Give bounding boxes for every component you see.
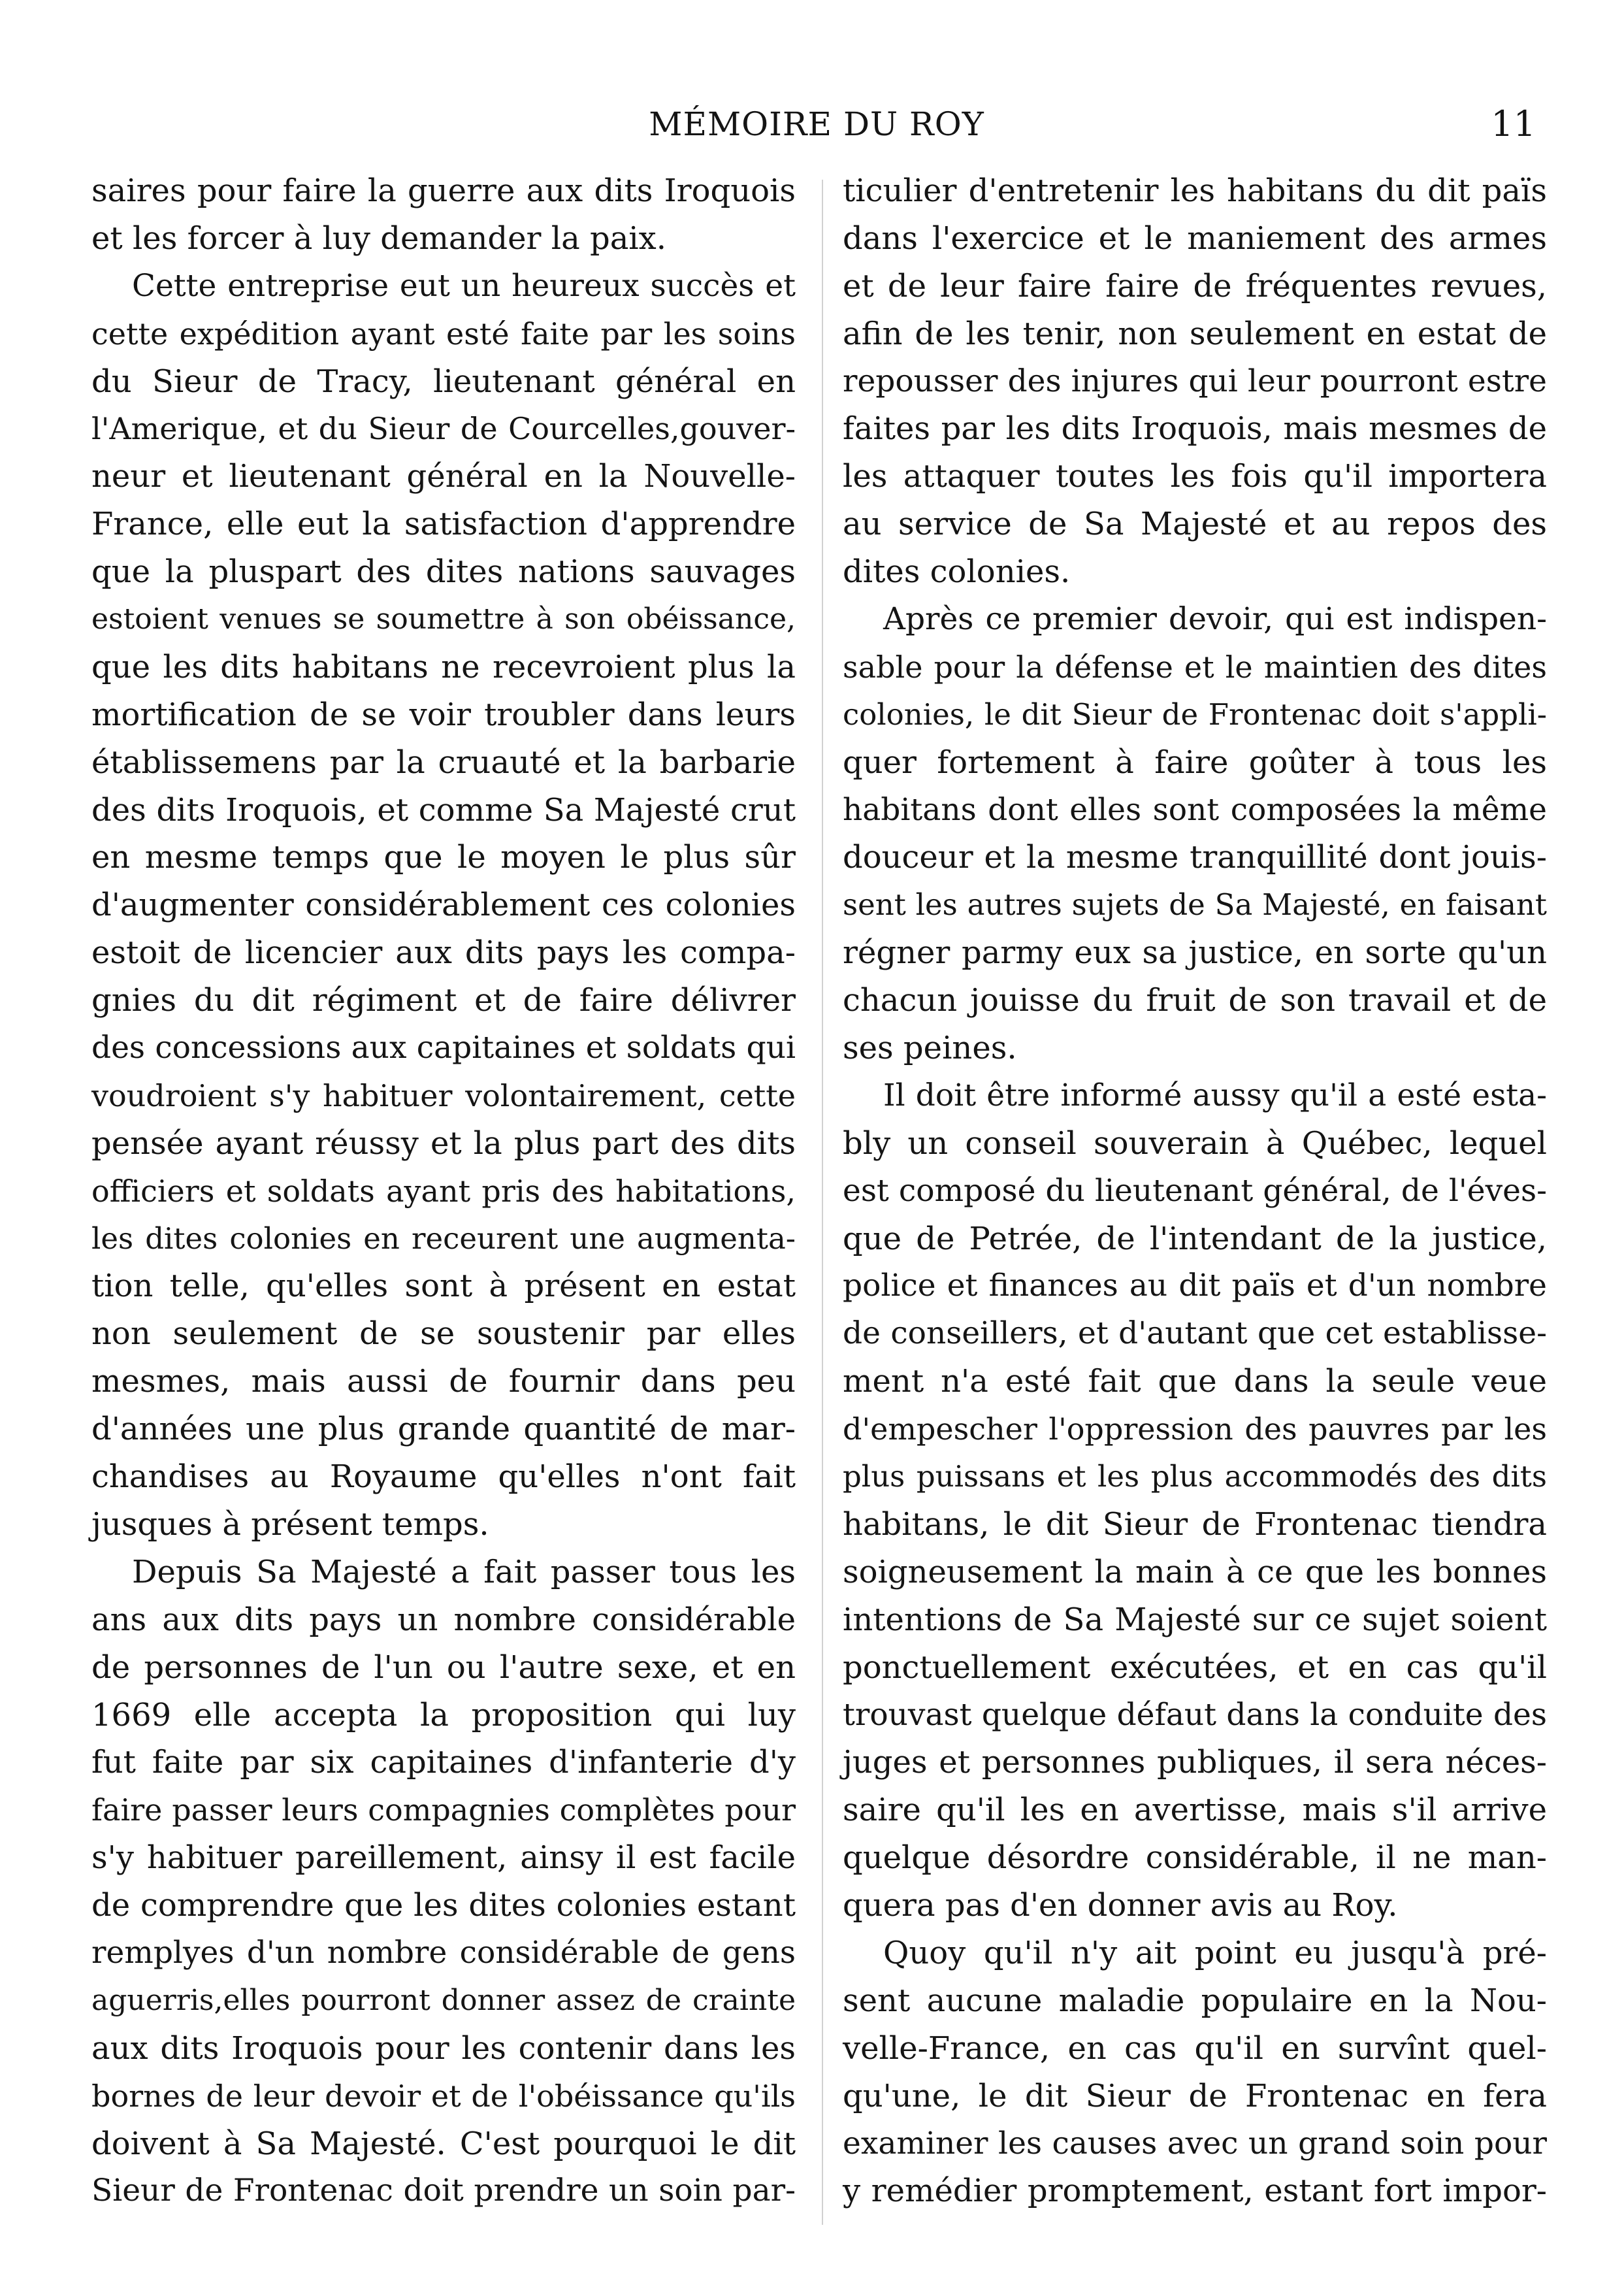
- text-line: faites par les dits Iroquois, mais mesmes de: [843, 410, 1547, 448]
- left-column: [91, 167, 796, 2215]
- text-line: de conseillers, et d'autant que cet establisse-: [843, 1315, 1547, 1352]
- text-line: officiers et soldats ayant pris des habitations,: [91, 1173, 796, 1209]
- text-line: soigneusement la main à ce que les bonnes: [843, 1553, 1547, 1590]
- text-line: l'Amerique, et du Sieur de Courcelles,gouver-: [91, 411, 796, 447]
- text-line: sable pour la défense et le maintien des dites: [843, 649, 1547, 685]
- text-line: au service de Sa Majesté et au repos des: [843, 506, 1547, 543]
- text-line: dans l'exercice et le maniement des armes: [843, 220, 1547, 257]
- text-line: afin de les tenir, non seulement en estat de: [843, 315, 1547, 352]
- text-line: régner parmy eux sa justice, en sorte qu'un: [843, 934, 1547, 972]
- text-line: de comprendre que les dites colonies estant: [91, 1887, 796, 1924]
- text-line: repousser des injures qui leur pourront estre: [843, 363, 1547, 399]
- text-line: ans aux dits pays un nombre considérable: [91, 1601, 796, 1638]
- text-line: ticulier d'entretenir les habitans du dit païs: [843, 172, 1547, 209]
- text-line: 1669 elle accepta la proposition qui luy: [91, 1696, 796, 1733]
- text-line: faire passer leurs compagnies complètes pour: [91, 1792, 796, 1828]
- running-title: MÉMOIRE DU ROY: [649, 105, 984, 143]
- text-line: dites colonies.: [843, 553, 1071, 591]
- text-line: chandises au Royaume qu'elles n'ont fait: [91, 1458, 796, 1496]
- text-line: saires pour faire la guerre aux dits Iroquois: [91, 172, 796, 209]
- right-column: [843, 167, 1547, 2215]
- text-line: aux dits Iroquois pour les contenir dans les: [91, 2029, 796, 2067]
- text-line: que de Petrée, de l'intendant de la justice,: [843, 1220, 1547, 1257]
- text-line: plus puissans et les plus accommodés des dits: [843, 1459, 1547, 1494]
- text-line: estoit de licencier aux dits pays les compa-: [91, 934, 796, 972]
- text-line: des dits Iroquois, et comme Sa Majesté crut: [91, 791, 796, 829]
- text-line: habitans, le dit Sieur de Frontenac tiendra: [843, 1505, 1547, 1543]
- text-line: douceur et la mesme tranquillité dont jouis-: [843, 839, 1547, 876]
- page-number: 11: [1491, 103, 1536, 144]
- text-line: est composé du lieutenant général, de l'éves-: [843, 1172, 1547, 1209]
- text-line: du Sieur de Tracy, lieutenant général en: [91, 363, 796, 400]
- running-header: [0, 98, 1624, 150]
- text-line: estoient venues se soumettre à son obéissance,: [91, 602, 796, 636]
- text-line: ponctuellement exécutées, et en cas qu'il: [843, 1649, 1547, 1686]
- text-line: intentions de Sa Majesté sur ce sujet soient: [843, 1601, 1547, 1638]
- text-line: que les dits habitans ne recevroient plus la: [91, 648, 796, 685]
- text-line: colonies, le dit Sieur de Frontenac doit s'appli-: [843, 697, 1547, 732]
- text-line: jusques à présent temps.: [91, 1505, 489, 1543]
- text-line: Il doit être informé aussy qu'il a esté esta-: [883, 1077, 1547, 1113]
- text-line: et de leur faire faire de fréquentes revues,: [843, 267, 1547, 304]
- text-line: qu'une, le dit Sieur de Frontenac en fera: [843, 2077, 1547, 2114]
- text-line: chacun jouisse du fruit de son travail et de: [843, 982, 1547, 1019]
- text-line: France, elle eut la satisfaction d'apprendre: [91, 506, 796, 543]
- text-line: de personnes de l'un ou l'autre sexe, et en: [91, 1649, 796, 1686]
- text-line: voudroient s'y habituer volontairement, cette: [91, 1077, 796, 1113]
- text-line: y remédier promptement, estant fort impor-: [843, 2173, 1547, 2210]
- text-line: Cette entreprise eut un heureux succès et: [132, 267, 796, 304]
- text-line: trouvast quelque défaut dans la conduite des: [843, 1696, 1547, 1733]
- text-line: velle-France, en cas qu'il en survînt quel-: [843, 2029, 1547, 2067]
- text-line: tion telle, qu'elles sont à présent en estat: [91, 1268, 796, 1305]
- text-line: d'années une plus grande quantité de mar-: [91, 1411, 796, 1448]
- text-line: habitans dont elles sont composées la même: [843, 791, 1547, 828]
- text-line: remplyes d'un nombre considérable de gens: [91, 1934, 796, 1971]
- text-line: mesmes, mais aussi de fournir dans peu: [91, 1363, 796, 1400]
- text-line: quera pas d'en donner avis au Roy.: [843, 1887, 1398, 1924]
- text-line: aguerris,elles pourront donner assez de crainte: [91, 1983, 796, 2017]
- text-line: les dites colonies en receurent une augmenta-: [91, 1221, 796, 1256]
- text-line: Sieur de Frontenac doit prendre un soin par-: [91, 2173, 796, 2209]
- text-line: gnies du dit régiment et de faire délivrer: [91, 982, 796, 1019]
- text-line: en mesme temps que le moyen le plus sûr: [91, 839, 796, 876]
- text-line: examiner les causes avec un grand soin pour: [843, 2125, 1547, 2161]
- text-line: fut faite par six capitaines d'infanterie d'y: [91, 1744, 796, 1781]
- text-line: établissemens par la cruauté et la barbarie: [91, 744, 796, 781]
- text-line: bly un conseil souverain à Québec, lequel: [843, 1125, 1547, 1162]
- text-line: les attaquer toutes les fois qu'il importera: [843, 458, 1547, 495]
- text-line: d'empescher l'oppression des pauvres par les: [843, 1411, 1547, 1447]
- text-line: doivent à Sa Majesté. C'est pourquoi le dit: [91, 2125, 796, 2162]
- text-line: bornes de leur devoir et de l'obéissance qu'ils: [91, 2078, 796, 2114]
- text-line: et les forcer à luy demander la paix.: [91, 220, 666, 257]
- text-line: non seulement de se soustenir par elles: [91, 1315, 796, 1353]
- text-line: mortification de se voir troubler dans leurs: [91, 696, 796, 733]
- text-line: ment n'a esté fait que dans la seule veue: [843, 1363, 1547, 1400]
- text-line: Après ce premier devoir, qui est indispen-: [883, 601, 1547, 638]
- text-line: Quoy qu'il n'y ait point eu jusqu'à pré-: [883, 1934, 1547, 1971]
- text-line: quer fortement à faire goûter à tous les: [843, 744, 1547, 781]
- text-line: police et finances au dit païs et d'un nombre: [843, 1268, 1547, 1304]
- text-line: sent aucune maladie populaire en la Nou-: [843, 1982, 1547, 2019]
- text-line: pensée ayant réussy et la plus part des dits: [91, 1125, 796, 1162]
- text-line: ses peines.: [843, 1030, 1017, 1067]
- text-line: Depuis Sa Majesté a fait passer tous les: [132, 1553, 796, 1590]
- column-divider: [822, 180, 823, 2225]
- text-line: quelque désordre considérable, il ne man-: [843, 1839, 1547, 1877]
- text-line: des concessions aux capitaines et soldats qui: [91, 1030, 796, 1066]
- text-line: saire qu'il les en avertisse, mais s'il arrive: [843, 1792, 1547, 1829]
- text-line: cette expédition ayant esté faite par les soins: [91, 316, 796, 352]
- text-line: juges et personnes publiques, il sera néces-: [843, 1744, 1547, 1781]
- text-line: neur et lieutenant général en la Nouvelle-: [91, 458, 796, 495]
- text-line: que la pluspart des dites nations sauvages: [91, 553, 796, 591]
- text-line: sent les autres sujets de Sa Majesté, en faisant: [843, 887, 1547, 923]
- text-line: d'augmenter considérablement ces colonies: [91, 887, 796, 924]
- text-line: s'y habituer pareillement, ainsy il est facile: [91, 1839, 796, 1877]
